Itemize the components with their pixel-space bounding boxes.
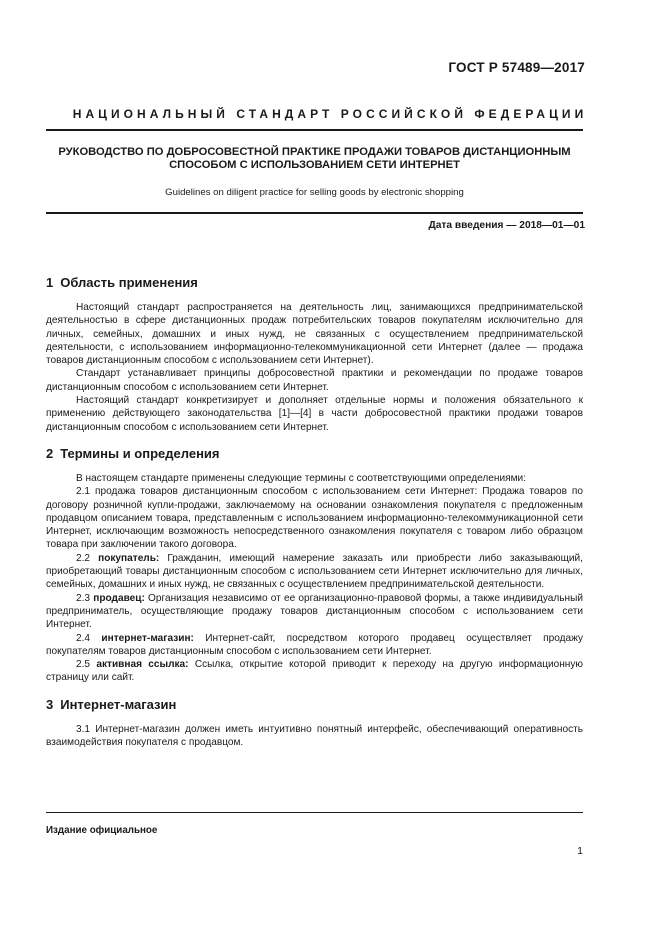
paragraph: Стандарт устанавливает принципы добросовестной практики и рекомендации по продаже товаров дистанционным способом с использованием сети Интернет. xyxy=(46,368,583,393)
title-divider xyxy=(46,212,583,214)
term-number: 2.4 xyxy=(76,632,91,644)
official-edition-label: Издание официальное xyxy=(46,825,158,836)
term-text: Гражданин, имеющий намерение заказать или приобрести либо заказывающий, приобретающий товары дистанционным способом с использованием сети Интернет исключительно для личных, семейных, домашних и иных нужд, не связанных с осуществлением предпринимательской деятельности. xyxy=(46,552,583,591)
term-definition xyxy=(46,632,583,659)
term-number: 2.5 xyxy=(76,659,91,671)
term-name: активная ссылка: xyxy=(96,659,189,671)
title-ru-line2: СПОСОБОМ С ИСПОЛЬЗОВАНИЕМ СЕТИ ИНТЕРНЕТ xyxy=(169,159,460,171)
paragraph: 3.1 Интернет-магазин должен иметь интуитивно понятный интерфейс, обеспечивающий оперативность взаимодействия покупателя с продавцом. xyxy=(46,723,583,749)
title-ru-line1: РУКОВОДСТВО ПО ДОБРОСОВЕСТНОЙ ПРАКТИКЕ ПРОДАЖИ ТОВАРОВ ДИСТАНЦИОННЫМ xyxy=(58,146,571,158)
term-text: Ссылка, открытие которой приводит к переходу на другую информационную страницу или сайт. xyxy=(46,659,583,684)
introduction-date: Дата введения — 2018—01—01 xyxy=(428,220,585,231)
term-text: продажа товаров дистанционным способом с использованием сети Интернет: Продажа товаров по договору розничной купли-продажи, заключаемому на основании ознакомления покупателя с предложенным продавцом описанием товара, представленным с использованием информационно-телекоммуникационной сети Интернет, исключающим возможность непосредственного ознакомления покупателя с товаром либо образцом товара при заключении такого договора. xyxy=(46,486,583,551)
term-name: интернет-магазин: xyxy=(101,632,194,644)
term-definition xyxy=(46,658,583,685)
term-text: Организация независимо от ее организационно-правовой формы, а также индивидуальный предприниматель, осуществляющие продажу товаров дистанционным способом с использованием сети Интернет. xyxy=(46,592,583,631)
section-title: Интернет-магазин xyxy=(60,696,177,712)
term-name: продавец: xyxy=(93,592,145,604)
term-number: 2.3 xyxy=(76,592,91,604)
term-name: покупатель: xyxy=(98,552,160,564)
paragraph: Настоящий стандарт конкретизирует и дополняет отдельные нормы и положения обязательного к применению действующего законодательства [1]—[4] в части добросовестной практики продажи товаров дистанционным способом с использованием сети Интернет. xyxy=(46,395,583,433)
term-definition xyxy=(46,592,583,632)
page-number: 1 xyxy=(577,845,583,857)
section-heading xyxy=(46,697,583,713)
section-title: Термины и определения xyxy=(60,445,220,461)
national-standard-heading: НАЦИОНАЛЬНЫЙ СТАНДАРТ РОССИЙСКОЙ ФЕДЕРАЦИИ xyxy=(72,107,588,121)
footer-divider xyxy=(46,812,583,813)
section-number: 3 xyxy=(46,696,54,712)
title-en: Guidelines on diligent practice for selling goods by electronic shopping xyxy=(165,187,464,198)
paragraph: В настоящем стандарте применены следующие термины с соответствующими определениями: xyxy=(76,472,526,484)
section-number: 2 xyxy=(46,445,54,461)
section-heading xyxy=(46,275,583,291)
paragraph: Настоящий стандарт распространяется на деятельность лиц, занимающихся предпринимательской деятельностью в сфере дистанционных продаж потребительских товаров покупателям исключительно для личных, семейных, домашних и иных нужд, не связанных с осуществлением предпринимательской деятельности, с использованием информационно-телекоммуникационной сети Интернет (далее — продажа товаров дистанционным способом с использованием сети Интернет). xyxy=(46,302,583,367)
term-number: 2.1 xyxy=(76,486,91,498)
term-text: Интернет-сайт, посредством которого продавец осуществляет продажу покупателям товаров дистанционным способом с использованием сети Интернет. xyxy=(46,632,584,657)
section-title: Область применения xyxy=(60,275,198,290)
title-block xyxy=(46,146,583,198)
section-heading xyxy=(46,446,583,462)
term-definition xyxy=(46,485,583,551)
section-number: 1 xyxy=(46,275,54,290)
title-ru xyxy=(46,146,583,172)
top-divider xyxy=(46,129,583,131)
term-number: 2.2 xyxy=(76,552,91,564)
document-body xyxy=(46,275,583,749)
term-definition xyxy=(46,552,583,592)
document-code: ГОСТ Р 57489—2017 xyxy=(448,60,585,75)
